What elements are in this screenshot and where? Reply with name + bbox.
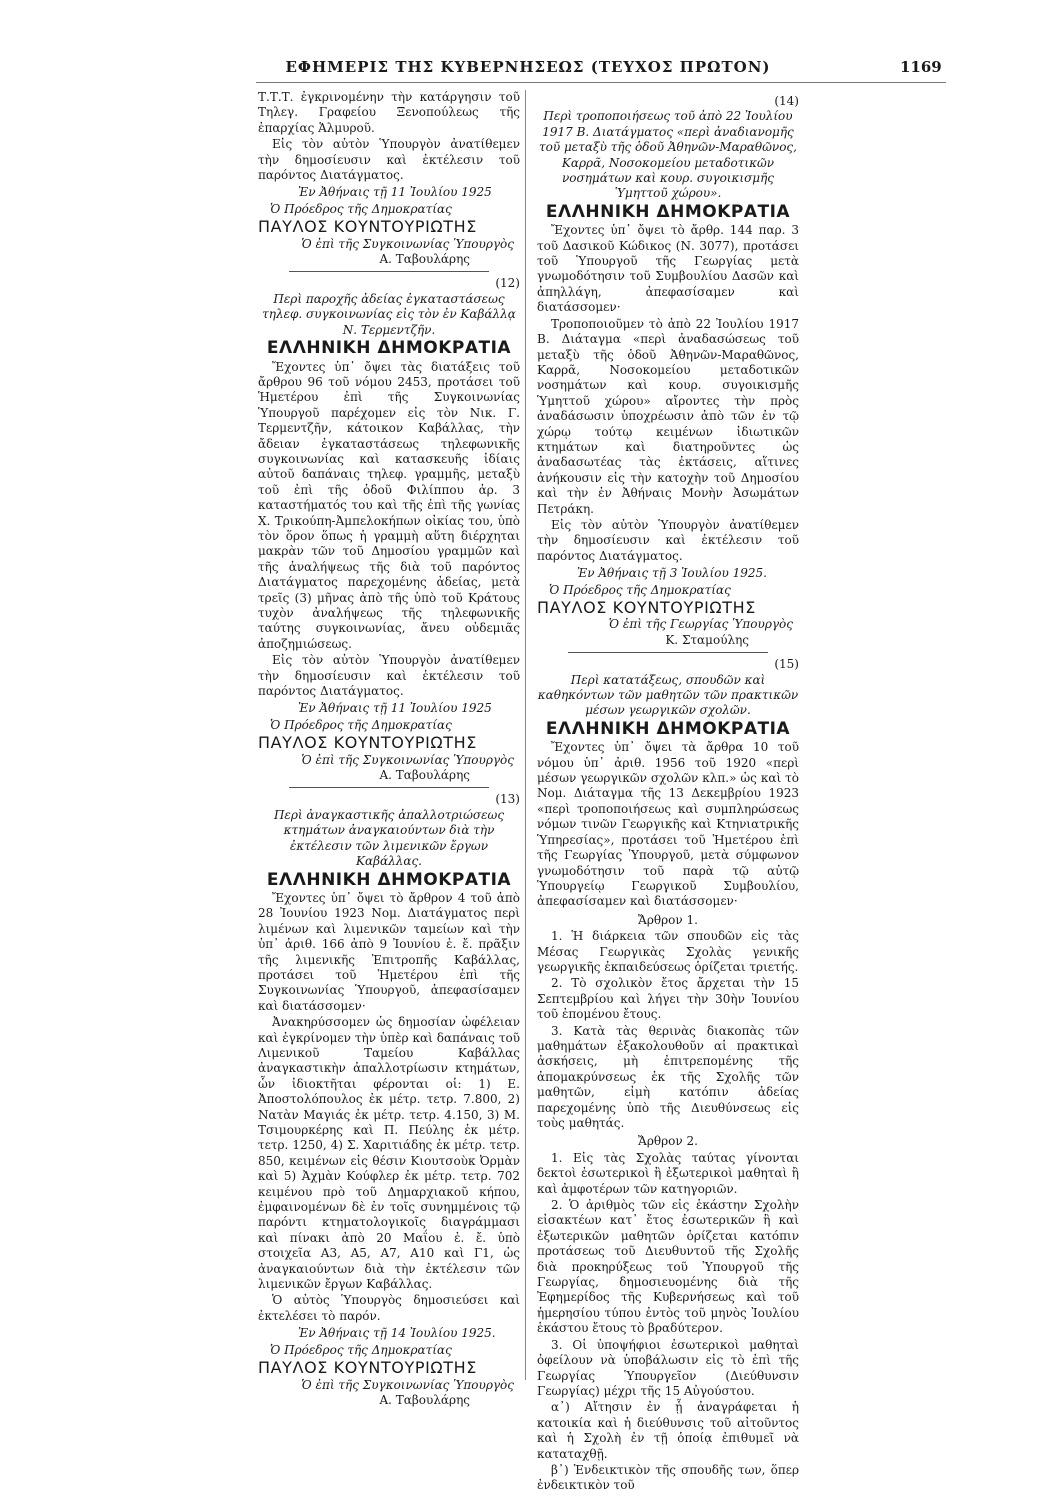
decree-number: (13) bbox=[495, 792, 520, 807]
decree-title: Περὶ κατατάξεως, σπουδῶν καὶ καθηκόντων τῶν μαθητῶν τῶν πρακτικῶν μέσων γεωργικῶν σχολῶν. bbox=[537, 672, 799, 718]
paragraph: Εἰς τὸν αὐτὸν Ὑπουργὸν ἀνατίθεμεν τὴν δημοσίευσιν καὶ ἐκτέλεσιν τοῦ παρόντος Διατάγματος. bbox=[258, 137, 520, 183]
president-name: ΠΑΥΛΟΣ ΚΟΥΝΤΟΥΡΙΩΤΗΣ bbox=[258, 733, 477, 753]
minister-name: Α. Ταβουλάρης bbox=[379, 252, 470, 267]
paragraph: Ἔχοντες ὑπ᾽ ὄψει τὰ ἄρθρα 10 τοῦ νόμου ὑπ᾽ ἀριθ. 1956 τοῦ 1920 «περὶ μέσων γεωργικῶν σχολῶν κλπ.» ὡς καὶ τὸ Νομ. Διάταγμα τῆς 13 Δεκεμβρίου 1923 «περὶ τροποποιήσεως καὶ συμπληρώσεως νόμων τινῶν Γεωργικῆς καὶ Κτηνιατρικῆς Ὑπηρεσίας», προτάσει τοῦ Ἡμετέρου ἐπὶ τῆς Γεωργίας Ὑπουργοῦ, μετὰ σύμφωνον γνωμοδότησιν τοῦ παρὰ τῷ αὐτῷ Ὑπουργείῳ Γεωργικοῦ Συμβουλίου, ἀπεφασίσαμεν καὶ διατάσσομεν· bbox=[537, 740, 799, 909]
place-date: Ἐν Ἀθήναις τῇ 14 Ἰουλίου 1925. bbox=[298, 1326, 496, 1341]
paragraph: Τ.Τ.Τ. ἐγκρινομένην τὴν κατάργησιν τοῦ Τηλεγ. Γραφείου Ξενοπούλεως τῆς ἐπαρχίας Ἁλμυροῦ. bbox=[258, 90, 520, 135]
paragraph: Εἰς τὸν αὐτὸν Ὑπουργὸν ἀνατίθεμεν τὴν δημοσίευσιν καὶ ἐκτέλεσιν τοῦ παρόντος Διατάγματος. bbox=[537, 517, 799, 563]
minister-title: Ὁ ἐπὶ τῆς Γεωργίας Ὑπουργὸς bbox=[608, 617, 793, 632]
paragraph: 2. Ὁ ἀριθμὸς τῶν εἰς ἑκάστην Σχολὴν εἰσακτέων κατ᾽ ἔτος ἐσωτερικῶν ἢ καὶ ἐξωτερικῶν μαθητῶν ὁρίζεται κατόπιν προτάσεως τοῦ Διευθυντοῦ τῆς Σχολῆς διὰ προκηρύξεως τοῦ Ὑπουργοῦ τῆς Γεωργίας, δημοσιευομένης διὰ τῆς Ἐφημερίδος τῆς Κυβερνήσεως καὶ τοῦ ἡμερησίου τύπου ἐντὸς τοῦ μηνὸς Ἰουλίου ἑκάστου ἔτους τὸ βραδύτερον. bbox=[537, 1198, 799, 1336]
decree-number: (15) bbox=[774, 657, 799, 672]
republic-heading: ΕΛΛΗΝΙΚΗ ΔΗΜΟΚΡΑΤΙΑ bbox=[545, 201, 791, 222]
paragraph: 1. Ἡ διάρκεια τῶν σπουδῶν εἰς τὰς Μέσας Γεωργικὰς Σχολὰς γενικῆς γεωργικῆς ἐκπαιδεύσεως ὁρίζεται τριετής. bbox=[537, 929, 799, 974]
article-heading: Ἄρθρον 2. bbox=[638, 1134, 698, 1149]
decree-12 bbox=[258, 276, 520, 783]
section-divider bbox=[568, 652, 768, 653]
paragraph: 3. Οἱ ὑποψήφιοι ἐσωτερικοὶ μαθηταὶ ὀφείλουν νὰ ὑποβάλωσιν εἰς τὸ ἐπὶ τῆς Γεωργίας Ὑπουργεῖον (Διεύθυνσιν Γεωργίας) μέχρι τῆς 15 Αὐγούστου. bbox=[537, 1337, 799, 1398]
place-date: Ἐν Ἀθήναις τῇ 3 Ἰουλίου 1925. bbox=[577, 566, 767, 581]
paragraph: Ἔχοντες ὑπ᾽ ὄψει τὸ ἄρθρ. 144 παρ. 3 τοῦ Δασικοῦ Κώδικος (Ν. 3077), προτάσει τοῦ Ὑπουργοῦ τῆς Γεωργίας μετὰ γνωμοδότησιν τοῦ Συμβουλίου Δασῶν καὶ ἀπηλλάγη, ἀπεφασίσαμεν καὶ διατάσσομεν· bbox=[537, 223, 799, 315]
president-title: Ὁ Πρόεδρος τῆς Δημοκρατίας bbox=[270, 717, 452, 732]
left-column bbox=[258, 90, 520, 1412]
decree-number: (14) bbox=[774, 94, 799, 108]
president-name: ΠΑΥΛΟΣ ΚΟΥΝΤΟΥΡΙΩΤΗΣ bbox=[258, 217, 477, 237]
decree-title: Περὶ τροποποιήσεως τοῦ ἀπὸ 22 Ἰουλίου 1917 Β. Διατάγματος «περὶ ἀναδιανομῆς τοῦ μεταξὺ τῆς ὁδοῦ Ἀθηνῶν-Μαραθῶνος, Καρρᾶ, Νοσοκομείου μεταδοτικῶν νοσημάτων καὶ κουρ. συγοικισμῆς Ὑμηττοῦ χώρου». bbox=[539, 109, 797, 201]
decree-number: (12) bbox=[495, 276, 520, 291]
paragraph: Τροποποιοῦμεν τὸ ἀπὸ 22 Ἰουλίου 1917 Β. Διάταγμα «περὶ ἀναδασώσεως τοῦ μεταξὺ τῆς ὁδοῦ Ἀθηνῶν-Μαραθῶνος, Καρρᾶ, Νοσοκομείου μεταδοτικῶν νοσημάτων καὶ κουρ. συγοικισμῆς Ὑμηττοῦ χώρου» αἴροντες τὴν πρὸς ἀναδάσωσιν ὑποχρέωσιν ἀπὸ τῶν ἐν τῷ χώρῳ τούτῳ κειμένων ἰδιωτικῶν κτημάτων καὶ διατηροῦντες ὡς ἀναδασωτέας τὰς ἐκτάσεις, αἵτινες ἀνήκουσιν εἰς τὴν κατοχὴν τοῦ Δημοσίου καὶ τὴν ἐν Ἀθήναις Μονὴν Ἀσωμάτων Πετράκη. bbox=[537, 316, 799, 516]
minister-title: Ὁ ἐπὶ τῆς Συγκοινωνίας Ὑπουργὸς bbox=[301, 236, 514, 251]
paragraph: β᾽) Ἐνδεικτικὸν τῆς σπουδῆς των, ὅπερ ἐνδεικτικὸν τοῦ bbox=[537, 1462, 799, 1493]
minister-name: Α. Ταβουλάρης bbox=[379, 1392, 470, 1407]
president-title: Ὁ Πρόεδρος τῆς Δημοκρατίας bbox=[270, 1342, 452, 1357]
paragraph: α᾽) Αἴτησιν ἐν ᾗ ἀναγράφεται ἡ κατοικία καὶ ἡ διεύθυνσις τοῦ αἰτοῦντος καὶ ἡ Σχολὴ ἐν τῇ ὁποίᾳ ἐπιθυμεῖ νὰ καταταχθῇ. bbox=[537, 1400, 799, 1461]
president-name: ΠΑΥΛΟΣ ΚΟΥΝΤΟΥΡΙΩΤΗΣ bbox=[258, 1358, 477, 1378]
column-divider bbox=[525, 90, 526, 1380]
minister-title: Ὁ ἐπὶ τῆς Συγκοινωνίας Ὑπουργὸς bbox=[301, 1377, 514, 1392]
decree-title: Περὶ ἀναγκαστικῆς ἀπαλλοτριώσεως κτημάτων ἀναγκαιούντων διὰ τὴν ἐκτέλεσιν τῶν λιμενικῶν ἔργων Καβάλλας. bbox=[273, 807, 505, 869]
paragraph: Ἔχοντες ὑπ᾽ ὄψει τὸ ἄρθρον 4 τοῦ ἀπὸ 28 Ἰουνίου 1923 Νομ. Διατάγματος περὶ λιμένων καὶ λιμενικῶν ταμείων καὶ τὴν ὑπ᾽ ἀριθ. 166 ἀπὸ 9 Ἰουνίου ἐ. ἔ. πρᾶξιν τῆς λιμενικῆς Ἐπιτροπῆς Καβάλλας, προτάσει τοῦ Ἡμετέρου ἐπὶ τῆς Συγκοινωνίας Ὑπουργοῦ, ἀπεφασίσαμεν καὶ διατάσσομεν· bbox=[258, 890, 520, 1013]
republic-heading: ΕΛΛΗΝΙΚΗ ΔΗΜΟΚΡΑΤΙΑ bbox=[266, 338, 512, 359]
paragraph: 1. Εἰς τὰς Σχολὰς ταύτας γίνονται δεκτοὶ ἐσωτερικοὶ ἢ ἐξωτερικοὶ μαθηταὶ ἢ καὶ ἀμφοτέρων τῶν κατηγοριῶν. bbox=[537, 1150, 799, 1196]
decree-title: Περὶ παροχῆς ἀδείας ἐγκαταστάσεως τηλεφ. συγκοινωνίας εἰς τὸν ἐν Καβάλλᾳ Ν. Τερμεντζῆν. bbox=[262, 291, 516, 337]
republic-heading: ΕΛΛΗΝΙΚΗ ΔΗΜΟΚΡΑΤΙΑ bbox=[545, 718, 791, 739]
paragraph: Ὁ αὐτὸς Ὑπουργὸς δημοσιεύσει καὶ ἐκτελέσει τὸ παρόν. bbox=[258, 1293, 520, 1323]
paragraph: Εἰς τὸν αὐτὸν Ὑπουργὸν ἀνατίθεμεν τὴν δημοσίευσιν καὶ ἐκτέλεσιν τοῦ παρόντος Διατάγματος. bbox=[258, 653, 520, 699]
right-column bbox=[537, 90, 799, 1496]
minister-name: Α. Ταβουλάρης bbox=[379, 768, 470, 783]
place-date: Ἐν Ἀθήναις τῇ 11 Ἰουλίου 1925 bbox=[298, 185, 492, 200]
paragraph: Ἀνακηρύσσομεν ὡς δημοσίαν ὠφέλειαν καὶ ἐγκρίνομεν τὴν ὑπὲρ καὶ δαπάναις τοῦ Λιμενικοῦ Ταμείου Καβάλλας ἀναγκαστικὴν ἀπαλλοτρίωσιν κτημάτων, ὧν ἰδιοκτῆται φέρονται οἱ: 1) Ε. Ἀποστολόπουλος ἐκ μέτρ. τετρ. 7.800, 2) Νατὰν Μαγιάς ἐκ μέτρ. τετρ. 4.150, 3) Μ. Τσιμουρκέρης καὶ Π. Πεύλης ἐκ μέτρ. τετρ. 1250, 4) Σ. Χαριτιάδης ἐκ μέτρ. τετρ. 850, κειμένων εἰς θέσιν Κιουτσοὺκ Ὀρμὰν καὶ 5) Ἀχμὰν Κούφλερ ἐκ μέτρ. τετρ. 702 κειμένου πρὸ τοῦ Δημαρχιακοῦ κήπου, ἐμφαινομένων δὲ ἐν τοῖς συνημμένοις τῷ παρόντι κτηματολογικοῖς διαγράμμασι καὶ πίνακι ἀπὸ 20 Μαΐου ἐ. ἔ. ὑπὸ στοιχεῖα Α3, Α5, Α7, Α10 καὶ Γ1, ὡς ἀναγκαιούντων διὰ τὴν ἐκτέλεσιν τῶν λιμενικῶν ἔργων Καβάλλας. bbox=[258, 1015, 520, 1292]
republic-heading: ΕΛΛΗΝΙΚΗ ΔΗΜΟΚΡΑΤΙΑ bbox=[266, 869, 512, 890]
minister-name: Κ. Σταμούλης bbox=[665, 632, 749, 647]
decree-13 bbox=[258, 792, 520, 1408]
paragraph: 3. Κατὰ τὰς θερινὰς διακοπὰς τῶν μαθημάτων ἐξακολουθοῦν αἱ πρακτικαὶ ἀσκήσεις, μὴ ἐπιτρεπομένης τῆς ἀπομακρύνσεως ἐκ τῆς Σχολῆς τῶν μαθητῶν, εἰμὴ κατόπιν ἀδείας παρεχομένης ὑπὸ τῆς Διευθύνσεως εἰς τοὺς μαθητάς. bbox=[537, 1023, 799, 1130]
decree-11-ending bbox=[258, 90, 520, 267]
paragraph: Ἔχοντες ὑπ᾽ ὄψει τὰς διατάξεις τοῦ ἄρθρου 96 τοῦ νόμου 2453, προτάσει τοῦ Ἡμετέρου ἐπὶ τῆς Συγκοινωνίας Ὑπουργοῦ παρέχομεν εἰς τὸν Νικ. Γ. Τερμεντζῆν, κάτοικον Καβάλλας, τὴν ἄδειαν ἐγκαταστάσεως τηλεφωνικῆς συγκοινωνίας καὶ κατασκευῆς ἰδίαις αὐτοῦ δαπάναις τηλεφ. γραμμῆς, μεταξὺ τοῦ ἐπὶ τῆς ὁδοῦ Φιλίππου ἀρ. 3 καταστήματός του καὶ τῆς ἐπὶ τῆς γωνίας Χ. Τρικούπη-Ἀμπελοκήπων οἰκίας του, ὑπὸ τὸν ὅρον ὅπως ἡ γραμμὴ αὕτη διέρχηται μακρὰν τῶν τοῦ Δημοσίου γραμμῶν καὶ τῆς ἀναλήψεως τῆς διὰ τοῦ παρόντος Διατάγματος παρεχομένης ἀδείας, μετὰ τρεῖς (3) μῆνας ἀπὸ τῆς ὑπὸ τοῦ Κράτους τυχὸν ἀναλήψεως τῆς τηλεφωνικῆς ταύτης συγκοινωνίας, ἄνευ οὐδεμιᾶς ἀποζημιώσεως. bbox=[258, 359, 520, 651]
page-number: 1169 bbox=[900, 58, 942, 76]
article-heading: Ἄρθρον 1. bbox=[638, 912, 698, 927]
running-title: ΕΦΗΜΕΡΙΣ ΤΗΣ ΚΥΒΕΡΝΗΣΕΩΣ (ΤΕΥΧΟΣ ΠΡΩΤΟΝ) bbox=[285, 58, 771, 76]
place-date: Ἐν Ἀθήναις τῇ 11 Ἰουλίου 1925 bbox=[298, 701, 492, 716]
decree-15 bbox=[537, 657, 799, 1494]
president-name: ΠΑΥΛΟΣ ΚΟΥΝΤΟΥΡΙΩΤΗΣ bbox=[537, 598, 756, 617]
section-divider bbox=[289, 787, 489, 788]
president-title: Ὁ Πρόεδρος τῆς Δημοκρατίας bbox=[549, 582, 731, 597]
header-rule bbox=[256, 82, 946, 83]
president-title: Ὁ Πρόεδρος τῆς Δημοκρατίας bbox=[270, 201, 452, 216]
paragraph: 2. Τὸ σχολικὸν ἔτος ἄρχεται τὴν 15 Σεπτεμβρίου καὶ λήγει τὴν 30ὴν Ἰουνίου τοῦ ἐπομένου ἔτους. bbox=[537, 976, 799, 1022]
minister-title: Ὁ ἐπὶ τῆς Συγκοινωνίας Ὑπουργὸς bbox=[301, 752, 514, 767]
section-divider bbox=[289, 271, 489, 272]
decree-14 bbox=[537, 94, 799, 648]
